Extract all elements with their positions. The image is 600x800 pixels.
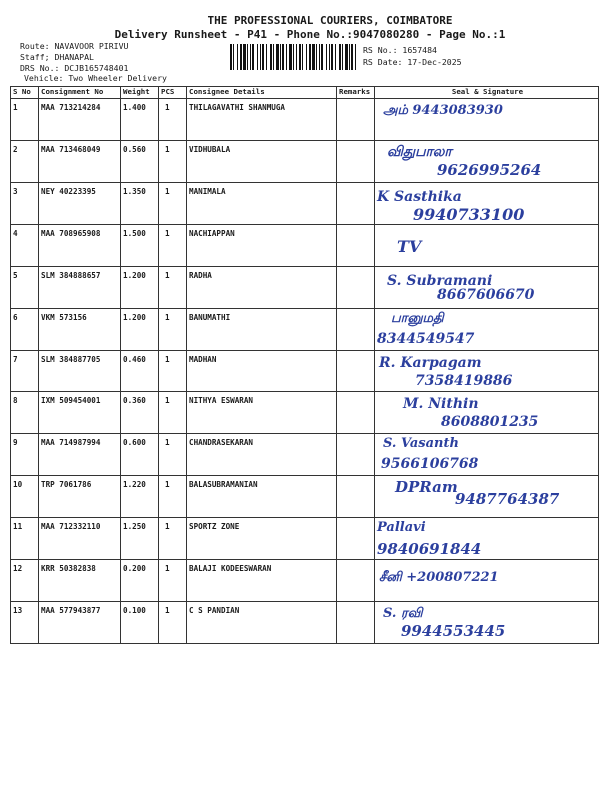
cell-consignment [39,392,121,434]
cell-pcs [159,266,187,308]
cell-consignee [187,392,337,434]
cell-consignment-text: MAA 577943877 [41,606,101,616]
cell-consignee [187,350,337,392]
cell-consignee [187,434,337,476]
cell-consignment [39,518,121,560]
cell-signature [375,308,599,350]
cell-consignment-text: MAA 713468049 [41,144,101,154]
cell-signature [375,560,599,602]
cell-pcs [159,602,187,644]
cell-consignee-text: RADHA [189,270,212,280]
cell-signature [375,392,599,434]
table-row [11,392,599,434]
cell-consignee-text: NACHIAPPAN [189,228,235,238]
cell-sno-text: 11 [13,522,23,532]
route-label: Route: NAVAVOOR PIRIVU [20,41,129,51]
cell-sno [11,476,39,518]
cell-remarks [337,350,375,392]
rs-number: RS No.: 1657484 [363,45,437,55]
cell-weight-text: 0.200 [123,564,146,574]
col-header-sno: S No [11,87,39,99]
cell-pcs-text: 1 [165,354,170,364]
cell-remarks [337,560,375,602]
handwritten-signature: K Sasthika [377,188,462,205]
cell-sno-text: 9 [13,438,18,448]
staff-label: Staff; DHANAPAL [20,52,94,62]
cell-weight-text: 0.600 [123,438,146,448]
handwritten-phone: 8667606670 [437,286,535,303]
handwritten-signature: சீனி +200807221 [379,570,499,586]
cell-weight-text: 1.500 [123,228,146,238]
cell-signature [375,140,599,182]
cell-consignee-text: MANIMALA [189,186,226,196]
cell-consignee-text: C S PANDIAN [189,606,240,616]
cell-sno [11,560,39,602]
handwritten-phone: 9487764387 [455,490,560,509]
cell-weight-text: 1.400 [123,103,146,112]
company-name: THE PROFESSIONAL COURIERS, COIMBATORE [207,14,453,27]
cell-weight [121,308,159,350]
col-header-pcs: PCS [159,87,187,99]
cell-pcs-text: 1 [165,480,170,490]
handwritten-signature: Pallavi [377,520,426,536]
cell-consignment-text: SLM 384888657 [41,270,101,280]
cell-sno-text: 10 [13,480,23,490]
cell-consignee-text: SPORTZ ZONE [189,522,240,532]
cell-consignee [187,224,337,266]
cell-consignment [39,350,121,392]
cell-consignee-text: NITHYA ESWARAN [189,396,254,406]
handwritten-phone: 8344549547 [377,330,475,347]
handwritten-phone: 9566106768 [381,456,479,473]
table-row [11,518,599,560]
cell-consignment [39,602,121,644]
cell-remarks [337,518,375,560]
cell-pcs-text: 1 [165,522,170,532]
cell-pcs-text: 1 [165,186,170,196]
cell-pcs [159,476,187,518]
drs-number: DRS No.: DCJB165748401 [20,63,129,73]
cell-pcs [159,392,187,434]
cell-weight-text: 0.460 [123,354,146,364]
cell-consignment [39,266,121,308]
runsheet-title: Delivery Runsheet - P41 - Phone No.:9047080280 - Page No.:1 [114,28,506,41]
handwritten-signature: அம் 9443083930 [383,103,503,118]
cell-weight-text: 0.560 [123,144,146,154]
cell-weight-text: 1.350 [123,186,146,196]
table-row [11,224,599,266]
cell-consignment [39,434,121,476]
cell-consignment [39,182,121,224]
cell-weight [121,560,159,602]
cell-consignee-text: MADHAN [189,354,217,364]
col-header-consignment: Consignment No [39,87,121,99]
cell-signature [375,602,599,644]
cell-consignment [39,476,121,518]
cell-consignee-text: VIDHUBALA [189,144,231,154]
cell-weight-text: 0.360 [123,396,146,406]
handwritten-signature: S. ரவி [383,606,423,622]
cell-consignment-text: VKM 573156 [41,312,87,322]
cell-pcs [159,434,187,476]
cell-consignee-text: BALAJI KODEESWARAN [189,564,272,574]
cell-weight [121,99,159,141]
table-row [11,602,599,644]
cell-consignee [187,308,337,350]
cell-consignment [39,560,121,602]
cell-weight [121,182,159,224]
col-header-signature: Seal & Signature [375,87,599,99]
cell-weight-text: 1.250 [123,522,146,532]
cell-pcs [159,99,187,141]
cell-sno-text: 3 [13,186,18,196]
cell-sno-text: 8 [13,396,18,406]
cell-signature [375,99,599,141]
cell-consignment-text: MAA 708965908 [41,228,101,238]
cell-sno-text: 5 [13,270,18,280]
cell-consignee-text: BANUMATHI [189,312,231,322]
handwritten-signature: TV [397,236,422,256]
cell-signature [375,434,599,476]
cell-signature [375,266,599,308]
handwritten-phone: 9626995264 [437,160,542,179]
cell-consignment-text: TRP 7061786 [41,480,92,490]
cell-weight [121,434,159,476]
barcode [230,44,356,70]
handwritten-phone: 9944553445 [401,622,506,641]
cell-consignment [39,308,121,350]
handwritten-phone: 9840691844 [377,540,482,559]
handwritten-signature: பானுமதி [391,310,444,326]
cell-consignment-text: SLM 384887705 [41,354,101,364]
handwritten-phone: 8608801235 [441,414,539,431]
cell-weight [121,140,159,182]
cell-consignee [187,266,337,308]
cell-consignee-text: BALASUBRAMANIAN [189,480,258,490]
handwritten-signature: S. Vasanth [383,436,459,452]
cell-remarks [337,602,375,644]
cell-consignee [187,560,337,602]
cell-consignment-text: MAA 712332110 [41,522,101,532]
cell-consignee [187,518,337,560]
cell-consignment [39,224,121,266]
cell-remarks [337,182,375,224]
cell-remarks [337,266,375,308]
cell-consignee [187,602,337,644]
cell-sno [11,602,39,644]
cell-consignee [187,476,337,518]
cell-consignee [187,99,337,141]
cell-remarks [337,476,375,518]
cell-weight [121,602,159,644]
table-row [11,350,599,392]
col-header-remarks: Remarks [337,87,375,99]
cell-consignee [187,182,337,224]
runsheet-table [10,86,599,644]
table-header-row [11,87,599,99]
cell-consignment [39,140,121,182]
cell-signature [375,224,599,266]
cell-weight [121,518,159,560]
cell-remarks [337,308,375,350]
cell-weight-text: 1.200 [123,270,146,280]
cell-sno [11,99,39,141]
cell-pcs-text: 1 [165,438,170,448]
cell-sno-text: 7 [13,354,18,364]
cell-sno [11,308,39,350]
cell-signature [375,476,599,518]
cell-consignment-text: IXM 509454001 [41,396,101,406]
cell-sno [11,224,39,266]
cell-remarks [337,392,375,434]
cell-pcs-text: 1 [165,270,170,280]
cell-sno [11,266,39,308]
cell-pcs [159,224,187,266]
cell-pcs [159,560,187,602]
cell-weight-text: 1.200 [123,312,146,322]
cell-weight [121,266,159,308]
cell-sno [11,518,39,560]
cell-sno-text: 2 [13,144,18,154]
table-row [11,99,599,141]
cell-sno-text: 1 [13,103,18,112]
table-row [11,476,599,518]
cell-sno [11,434,39,476]
cell-weight [121,392,159,434]
cell-remarks [337,140,375,182]
handwritten-signature: M. Nithin [403,396,479,413]
table-row [11,560,599,602]
handwritten-signature: விதுபாலா [387,143,452,160]
cell-weight [121,224,159,266]
cell-consignment-text: NEY 40223395 [41,186,96,196]
cell-pcs-text: 1 [165,396,170,406]
cell-signature [375,518,599,560]
rs-date: RS Date: 17-Dec-2025 [363,57,462,67]
cell-sno-text: 12 [13,564,23,574]
cell-weight-text: 0.100 [123,606,146,616]
col-header-consignee: Consignee Details [187,87,337,99]
handwritten-signature: DPRam [395,478,458,497]
cell-pcs-text: 1 [165,144,170,154]
cell-remarks [337,224,375,266]
cell-weight [121,476,159,518]
cell-pcs [159,350,187,392]
cell-sno-text: 4 [13,228,18,238]
cell-consignment-text: MAA 714987994 [41,438,101,448]
cell-sno-text: 6 [13,312,18,322]
cell-signature [375,350,599,392]
vehicle-label: Vehicle: Two Wheeler Delivery [24,73,167,83]
table-row [11,182,599,224]
cell-weight-text: 1.220 [123,480,146,490]
cell-remarks [337,99,375,141]
cell-pcs-text: 1 [165,606,170,616]
handwritten-phone: 9940733100 [413,204,525,224]
table-row [11,434,599,476]
table-row [11,308,599,350]
cell-pcs [159,518,187,560]
handwritten-signature: R. Karpagam [379,354,482,371]
cell-pcs [159,140,187,182]
cell-pcs [159,308,187,350]
handwritten-signature: S. Subramani [387,272,493,289]
cell-signature [375,182,599,224]
col-header-weight: Weight [121,87,159,99]
cell-weight [121,350,159,392]
cell-sno [11,140,39,182]
cell-pcs-text: 1 [165,228,170,238]
cell-remarks [337,434,375,476]
cell-pcs-text: 1 [165,564,170,574]
cell-consignee-text: THILAGAVATHI SHANMUGA [189,103,286,112]
cell-sno [11,350,39,392]
cell-pcs-text: 1 [165,103,170,112]
cell-consignment [39,99,121,141]
cell-sno [11,392,39,434]
cell-consignment-text: KRR 50382838 [41,564,96,574]
table-row [11,266,599,308]
cell-pcs-text: 1 [165,312,170,322]
cell-consignee [187,140,337,182]
cell-consignee-text: CHANDRASEKARAN [189,438,254,448]
handwritten-phone: 7358419886 [415,372,513,389]
cell-sno [11,182,39,224]
cell-sno-text: 13 [13,606,23,616]
cell-consignment-text: MAA 713214284 [41,103,101,112]
cell-pcs [159,182,187,224]
table-row [11,140,599,182]
